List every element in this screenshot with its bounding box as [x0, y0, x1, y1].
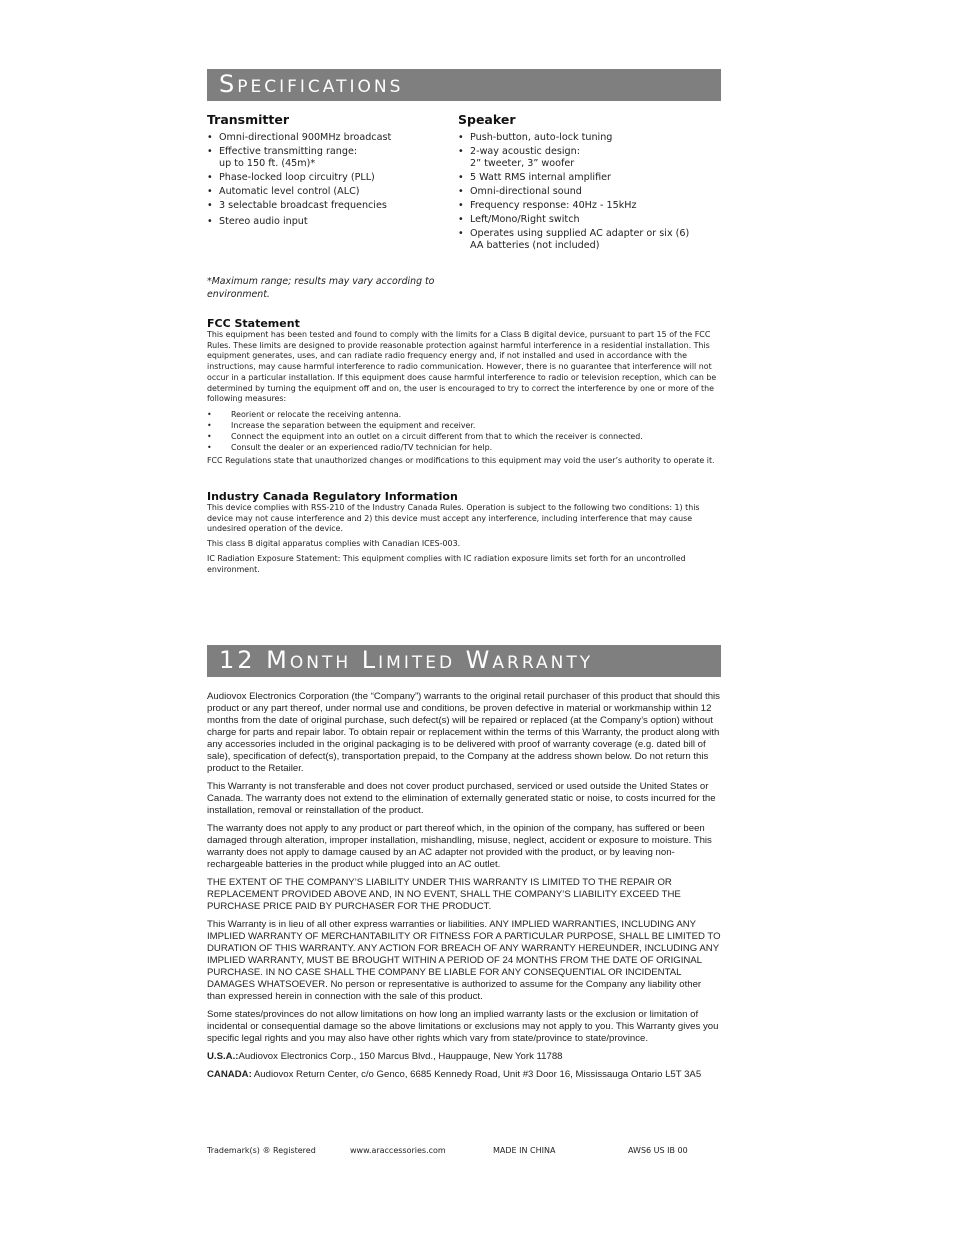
transmitter-list	[207, 132, 447, 228]
transmitter-specs	[207, 112, 447, 230]
paragraph: Some states/provinces do not allow limitations on how long an implied warranty lasts or the exclusion or limitation of incidental or consequential damage so the above limitations or exclusions may not apply to you. This Warranty gives you specific legal rights and you may also have other rights which vary from state/province to state/province.	[207, 1009, 719, 1044]
range-footnote: *Maximum range; results may vary according to environment.	[207, 276, 435, 300]
usa-address-line	[207, 1051, 721, 1063]
warranty-text	[207, 691, 721, 1087]
transmitter-heading: Transmitter	[207, 112, 289, 127]
list-item: • Consult the dealer or an experienced radio/TV technician for help.	[207, 442, 721, 453]
speaker-specs	[458, 112, 721, 254]
speaker-list	[458, 132, 721, 252]
list-item: • Operates using supplied AC adapter or six (6) AA batteries (not included)	[458, 228, 721, 252]
footer-trademark: Trademark(s) ® Registered	[207, 1146, 316, 1155]
list-item: • Frequency response: 40Hz - 15kHz	[458, 200, 721, 212]
warranty-banner	[207, 645, 721, 677]
list-item: • Increase the separation between the equipment and receiver.	[207, 420, 721, 431]
fcc-heading: FCC Statement	[207, 317, 300, 330]
paragraph: This device complies with RSS-210 of the Industry Canada Rules. Operation is subject to the following two conditions: 1) this device may not cause interference and 2) this device must accept any interference, including interference that may cause undesired operation of the device.	[207, 503, 700, 534]
fcc-measures	[207, 409, 721, 453]
footer-code: AWS6 US IB 00	[628, 1146, 688, 1155]
paragraph: This class B digital apparatus complies with Canadian ICES-003.	[207, 539, 461, 549]
footer	[207, 1146, 727, 1158]
specifications-banner	[207, 69, 721, 101]
list-item: • Automatic level control (ALC)	[207, 186, 447, 198]
list-item: • 5 Watt RMS internal amplifier	[458, 172, 721, 184]
list-item: • Left/Mono/Right switch	[458, 214, 721, 226]
canada-label: CANADA:	[207, 1069, 252, 1080]
fcc-body: This equipment has been tested and found to comply with the limits for a Class B digital device, pursuant to part 15 of the FCC Rules. These limits are designed to provide reasonable protection against harmful interference in a residential installation. This equipment generates, uses, and can radiate radio frequency energy and, if not installed and used in accordance with the instructions, may cause harmful interference to radio communication. However, there is no guarantee that interference will not occur in a particular installation. If this equipment does cause harmful interference to radio or television reception, which can be determined by turning the equipment off and on, the user is encouraged to try to correct the interference by one or more of the following measures:	[207, 330, 717, 404]
usa-label: U.S.A.:	[207, 1051, 239, 1062]
paragraph: This Warranty is not transferable and does not cover product purchased, serviced or used outside the United States or Canada. The warranty does not extend to the elimination of externally generated static or noise, to costs incurred for the installation, removal or reinstallation of the product.	[207, 781, 716, 816]
list-item: • Push-button, auto-lock tuning	[458, 132, 721, 144]
paragraph: The warranty does not apply to any product or part thereof which, in the opinion of the company, has suffered or been damaged through alteration, improper installation, mishandling, misuse, neglect, accident or exposure to moisture. This warranty does not apply to damage caused by an AC adapter not provided with the product, or by leaving non-rechargeable batteries in the product while plugged into an AC outlet.	[207, 823, 712, 870]
warranty-title: 12 Month Limited Warranty	[219, 646, 594, 674]
list-item: • Phase-locked loop circuitry (PLL)	[207, 172, 447, 184]
list-item: • 2-way acoustic design: 2” tweeter, 3” woofer	[458, 146, 721, 170]
specifications-title: Specifications	[219, 70, 404, 98]
footer-website: www.araccessories.com	[350, 1146, 446, 1155]
fcc-statement	[207, 317, 721, 471]
fcc-closing: FCC Regulations state that unauthorized changes or modifications to this equipment may void the user’s authority to operate it.	[207, 455, 715, 465]
paragraph: Audiovox Electronics Corporation (the “Company”) warrants to the original retail purchaser of this product that should this product or any part thereof, under normal use and conditions, be proven defective in material or workmanship within 12 months from the date of original purchase, such defect(s) will be repaired or replaced (at the Company’s option) without charge for parts and repair labor. To obtain repair or replacement within the terms of this Warranty, the product along with any accessories included in the original packaging is to be delivered with proof of warranty coverage (e.g. dated bill of sale), specification of defect(s), transportation prepaid, to the Company at the address shown below. Do not return this product to the Retailer.	[207, 691, 720, 774]
footer-origin: MADE IN CHINA	[493, 1146, 556, 1155]
list-item: • Effective transmitting range: up to 150 ft. (45m)*	[207, 146, 447, 170]
industry-canada-heading: Industry Canada Regulatory Information	[207, 490, 458, 503]
canada-address-line	[207, 1069, 721, 1081]
usa-address: Audiovox Electronics Corp., 150 Marcus Blvd., Hauppauge, New York 11788	[238, 1051, 563, 1062]
list-item: • Reorient or relocate the receiving antenna.	[207, 409, 721, 420]
industry-canada	[207, 490, 721, 579]
list-item: • Connect the equipment into an outlet on a circuit different from that to which the receiver is connected.	[207, 431, 721, 442]
list-item: • 3 selectable broadcast frequencies	[207, 200, 447, 212]
list-item: • Stereo audio input	[207, 216, 447, 228]
paragraph: THE EXTENT OF THE COMPANY’S LIABILITY UNDER THIS WARRANTY IS LIMITED TO THE REPAIR OR REPLACEMENT PROVIDED ABOVE AND, IN NO EVENT, SHALL THE COMPANY’S LIABILITY EXCEED THE PURCHASE PRICE PAID BY PURCHASER FOR THE PRODUCT.	[207, 877, 681, 912]
canada-address: Audiovox Return Center, c/o Genco, 6685 Kennedy Road, Unit #3 Door 16, Mississauga Ontario L5T 3A5	[251, 1069, 702, 1080]
paragraph: IC Radiation Exposure Statement: This equipment complies with IC radiation exposure limits set forth for an uncontrolled environment.	[207, 553, 686, 574]
paragraph: This Warranty is in lieu of all other express warranties or liabilities. ANY IMPLIED WARRANTIES, INCLUDING ANY IMPLIED WARRANTY OF MERCHANTABILITY OR FITNESS FOR A PARTICULAR PURPOSE, SHALL BE LIMITED TO DURATION OF THIS WARRANTY. ANY ACTION FOR BREACH OF ANY WARRANTY HEREUNDER, INCLUDING ANY IMPLIED WARRANTY, MUST BE BROUGHT WITHIN A PERIOD OF 24 MONTHS FROM THE DATE OF ORIGINAL PURCHASE. IN NO CASE SHALL THE COMPANY BE LIABLE FOR ANY CONSEQUENTIAL OR INCIDENTAL DAMAGES WHATSOEVER. No person or representative is authorized to assume for the Company any liability other than expressed herein in connection with the sale of this product.	[207, 919, 721, 1002]
speaker-heading: Speaker	[458, 112, 516, 127]
list-item: • Omni-directional sound	[458, 186, 721, 198]
list-item: • Omni-directional 900MHz broadcast	[207, 132, 447, 144]
